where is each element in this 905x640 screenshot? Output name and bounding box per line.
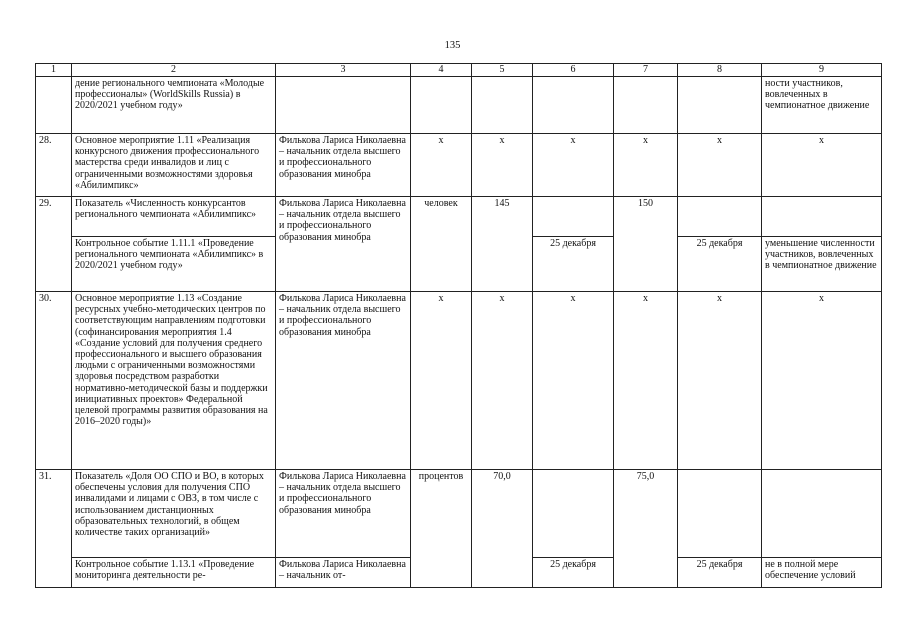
note-cell: уменьшение численности участников, вовлеченных в чемпионатное движение [762, 237, 882, 292]
row-number-cell: 29. [36, 197, 72, 292]
date-cell: 25 декабря [678, 558, 762, 588]
date-cell [678, 197, 762, 237]
value-cell: х [614, 292, 678, 470]
row-number-cell: 28. [36, 134, 72, 197]
date-cell [533, 470, 614, 558]
value-cell: х [472, 134, 533, 197]
header-cell: 8 [678, 64, 762, 77]
date-cell: 25 декабря [533, 558, 614, 588]
date-cell: х [678, 134, 762, 197]
header-cell: 1 [36, 64, 72, 77]
responsible-cell: Филькова Лариса Николаевна – начальник отдела высшего и профессионального образования минобра [276, 470, 411, 558]
description-cell: Показатель «Доля ОО СПО и ВО, в которых обеспечены условия для получения СПО инвалидами и лицами с ОВЗ, в том числе с использованием дистанционных образовательных технологий, в общем количестве таких организаций» [72, 470, 276, 558]
note-cell: ности участников, вовлеченных в чемпионатное движение [762, 77, 882, 134]
header-cell: 6 [533, 64, 614, 77]
header-row [36, 64, 882, 77]
table-row [36, 134, 882, 197]
value-cell: 70,0 [472, 470, 533, 588]
value-cell [472, 77, 533, 134]
row-number-cell: 30. [36, 292, 72, 470]
date-cell [533, 77, 614, 134]
responsible-cell: Филькова Лариса Николаевна – начальник отдела высшего и профессионального образования минобра [276, 197, 411, 292]
date-cell: х [678, 292, 762, 470]
description-cell: Контрольное событие 1.13.1 «Проведение мониторинга деятельности ре- [72, 558, 276, 588]
header-cell: 5 [472, 64, 533, 77]
responsible-cell [276, 77, 411, 134]
header-cell: 4 [411, 64, 472, 77]
value-cell: х [472, 292, 533, 470]
unit-cell: х [411, 292, 472, 470]
date-cell [533, 197, 614, 237]
date-cell: х [533, 134, 614, 197]
unit-cell: процентов [411, 470, 472, 588]
description-cell: Показатель «Численность конкурсантов регионального чемпионата «Абилимпикс» [72, 197, 276, 237]
description-cell: Основное мероприятие 1.11 «Реализация конкурсного движения профессионального мастерства среди инвалидов и лиц с ограниченными возможностями здоровья «Абилимпикс» [72, 134, 276, 197]
date-cell [678, 470, 762, 558]
responsible-cell: Филькова Лариса Николаевна – начальник отдела высшего и профессионального образования минобра [276, 292, 411, 470]
table-row [36, 77, 882, 134]
responsible-cell: Филькова Лариса Николаевна – начальник отдела высшего и профессионального образования минобра [276, 134, 411, 197]
date-cell [678, 77, 762, 134]
note-cell [762, 197, 882, 237]
value-cell [614, 77, 678, 134]
value-cell: 75,0 [614, 470, 678, 588]
note-cell: х [762, 134, 882, 197]
description-cell: Основное мероприятие 1.13 «Создание ресурсных учебно-методических центров по соответствующим направлениям подготовки (софинансирования мероприятия 1.4 «Создание условий для получения среднего профессионального и высшего образования людьми с ограниченными возможностями здоровья посредством разработки нормативно-методической базы и поддержки инициативных проектов» Федеральной целевой программы развития образования на 2016–2020 годы)» [72, 292, 276, 470]
header-cell: 2 [72, 64, 276, 77]
description-cell: дение регионального чемпионата «Молодые профессионалы» (WorldSkills Russia) в 2020/2021 учебном году» [72, 77, 276, 134]
header-cell: 3 [276, 64, 411, 77]
note-cell [762, 470, 882, 558]
plan-table [35, 63, 882, 588]
unit-cell: человек [411, 197, 472, 292]
header-cell: 9 [762, 64, 882, 77]
value-cell: 145 [472, 197, 533, 292]
row-number-cell: 31. [36, 470, 72, 588]
date-cell: х [533, 292, 614, 470]
note-cell: не в полной мере обеспечение условий [762, 558, 882, 588]
unit-cell [411, 77, 472, 134]
value-cell: х [614, 134, 678, 197]
date-cell: 25 декабря [678, 237, 762, 292]
table-row [36, 470, 882, 558]
unit-cell: х [411, 134, 472, 197]
header-cell: 7 [614, 64, 678, 77]
table-row [36, 292, 882, 470]
row-number-cell [36, 77, 72, 134]
table-row [36, 197, 882, 237]
description-cell: Контрольное событие 1.11.1 «Проведение регионального чемпионата «Абилимпикс» в 2020/2021 учебном году» [72, 237, 276, 292]
value-cell: 150 [614, 197, 678, 292]
note-cell: х [762, 292, 882, 470]
date-cell: 25 декабря [533, 237, 614, 292]
responsible-cell: Филькова Лариса Николаевна – начальник от- [276, 558, 411, 588]
page-number: 135 [444, 40, 461, 51]
